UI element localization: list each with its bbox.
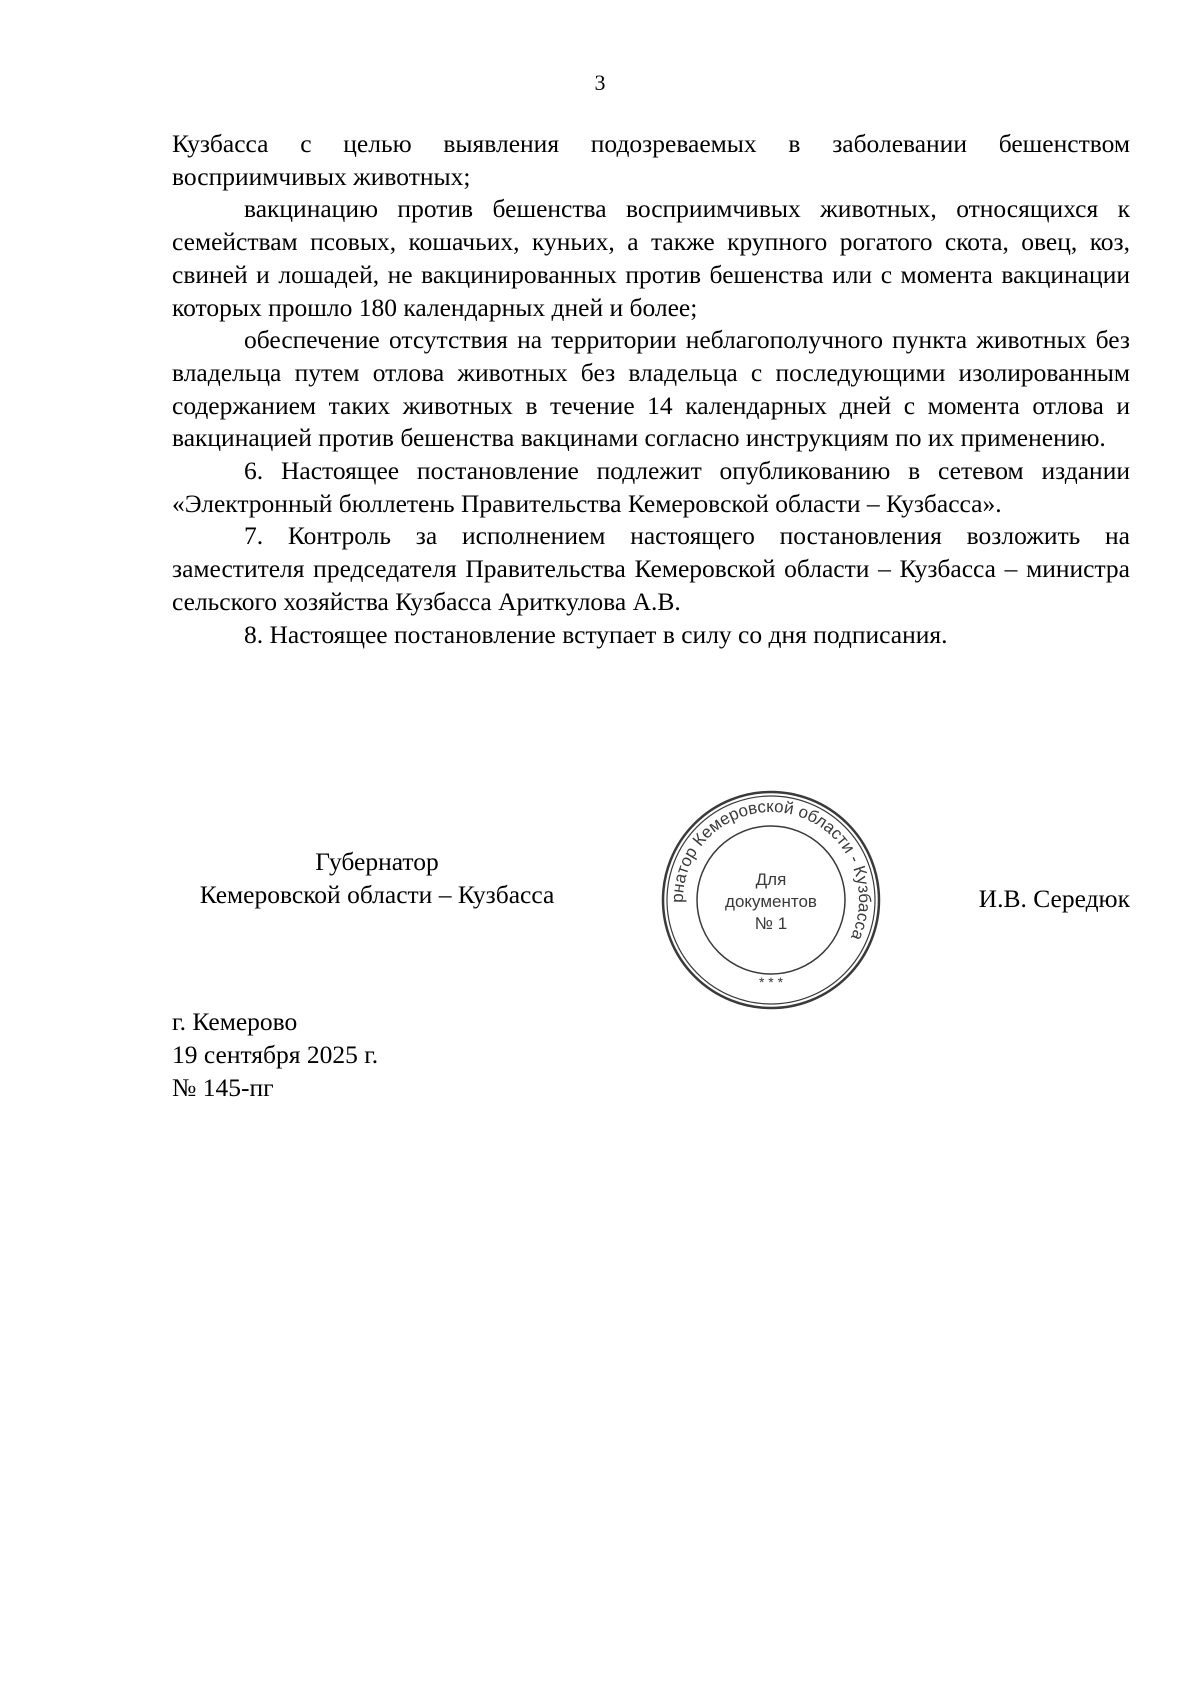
date-of-signing: 19 сентября 2025 г. bbox=[172, 1040, 379, 1069]
stamp-ring-text: рнатор Кемеровской области - Кузбасса bbox=[667, 796, 875, 944]
paragraph-item-7: 7. Контроль за исполнением настоящего постановления возложить на заместителя председателя Правительства Кемеровской области – Кузбасса – министра сельского хозяйства Кузбасса Ариткулова А.В. bbox=[172, 521, 1130, 616]
stamp-center-line2: документов bbox=[725, 892, 817, 911]
document-body bbox=[172, 128, 1130, 651]
stamp-bottom-mark: * * * bbox=[758, 974, 784, 990]
paragraph-item-8: 8. Настоящее постановление вступает в силу со дня подписания. bbox=[244, 619, 948, 649]
paragraph-continuation: Кузбасса с целью выявления подозреваемых в заболевании бешенством восприимчивых животных; bbox=[172, 129, 1130, 191]
stamp-center-line3: № 1 bbox=[754, 914, 788, 933]
stamp-center-line1: Для bbox=[755, 870, 787, 889]
document-number: № 145-пг bbox=[172, 1073, 274, 1102]
paragraph-stray-animals: обеспечение отсутствия на территории неблагополучного пункта животных без владельца путем отлова животных без владельца с последующими изолированным содержанием таких животных в течение 14 календарных дней с момента отлова и вакцинацией против бешенства вакцинами согласно инструкциям по их применению. bbox=[172, 325, 1130, 453]
signatory-name: И.В. Середюк bbox=[978, 884, 1130, 913]
document-footer bbox=[172, 1005, 378, 1104]
signatory-title-line2: Кемеровской области – Кузбасса bbox=[199, 880, 555, 909]
signatory-title bbox=[172, 845, 582, 911]
official-stamp bbox=[658, 787, 884, 1013]
paragraph-vaccination: вакцинацию против бешенства восприимчивых животных, относящихся к семействам псовых, кошачьих, куньих, а также крупного рогатого скота, овец, коз, свиней и лошадей, не вакцинированных против бешенства или с момента вакцинации которых прошло 180 календарных дней и более; bbox=[172, 194, 1130, 322]
place-of-signing: г. Кемерово bbox=[172, 1007, 298, 1036]
paragraph-item-6: 6. Настоящее постановление подлежит опубликованию в сетевом издании «Электронный бюллетень Правительства Кемеровской области – Кузбасса». bbox=[172, 456, 1130, 518]
stamp-seal-graphic bbox=[658, 787, 884, 1013]
page-number: 3 bbox=[594, 70, 606, 95]
signatory-title-line1: Губернатор bbox=[315, 847, 439, 876]
